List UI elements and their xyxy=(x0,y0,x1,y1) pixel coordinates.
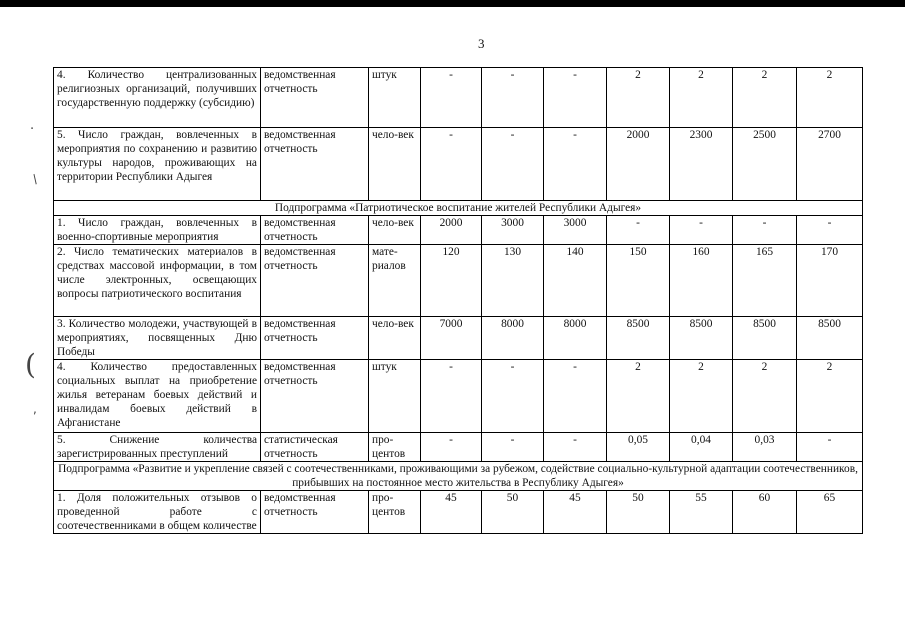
subprogram-title: Подпрограмма «Развитие и укрепление связей с соотечественниками, проживающими за рубежом, содействие социально-культурной адаптации соотечественников, прибывших на постоянное место жительства в Республику Адыгея» xyxy=(54,462,863,491)
subprogram-title: Подпрограмма «Патриотическое воспитание жителей Республики Адыгея» xyxy=(54,201,863,216)
indicators-table xyxy=(53,67,863,534)
subprogram-row xyxy=(54,462,863,491)
value-cell: - xyxy=(482,433,544,462)
margin-pen-mark: , xyxy=(33,402,37,416)
unit-cell: про-центов xyxy=(369,433,421,462)
indicator-cell: 4. Количество централизованных религиозных организаций, получивших государственную поддержку (субсидию) xyxy=(54,68,261,128)
value-cell: - xyxy=(421,68,482,128)
indicator-cell: 3. Количество молодежи, участвующей в мероприятиях, посвященных Дню Победы xyxy=(54,317,261,360)
value-cell: 2 xyxy=(607,68,670,128)
value-cell: - xyxy=(421,128,482,201)
value-cell: 7000 xyxy=(421,317,482,360)
source-cell: ведомственная отчетность xyxy=(261,216,369,245)
indicator-cell: 5. Число граждан, вовлеченных в мероприятия по сохранению и развитию культуры народов, проживающих на территории Республики Адыгея xyxy=(54,128,261,201)
value-cell: 2 xyxy=(797,68,863,128)
indicator-row xyxy=(54,491,863,534)
page-number: 3 xyxy=(478,36,485,51)
indicator-cell: 5. Снижение количества зарегистрированных преступлений xyxy=(54,433,261,462)
value-cell: 2 xyxy=(797,360,863,433)
value-cell: 55 xyxy=(670,491,733,534)
unit-cell: мате-риалов xyxy=(369,245,421,317)
value-cell: 140 xyxy=(544,245,607,317)
indicator-row xyxy=(54,317,863,360)
value-cell: - xyxy=(733,216,797,245)
indicator-cell: 1. Число граждан, вовлеченных в военно-спортивные мероприятия xyxy=(54,216,261,245)
subprogram-row xyxy=(54,201,863,216)
value-cell: 0,03 xyxy=(733,433,797,462)
value-cell: 50 xyxy=(482,491,544,534)
indicators-table-body xyxy=(54,68,863,534)
value-cell: - xyxy=(797,216,863,245)
value-cell: 130 xyxy=(482,245,544,317)
value-cell: 0,05 xyxy=(607,433,670,462)
indicator-row xyxy=(54,360,863,433)
value-cell: 2700 xyxy=(797,128,863,201)
source-cell: ведомственная отчетность xyxy=(261,317,369,360)
indicator-row xyxy=(54,68,863,128)
value-cell: 50 xyxy=(607,491,670,534)
value-cell: 150 xyxy=(607,245,670,317)
value-cell: 3000 xyxy=(482,216,544,245)
value-cell: 0,04 xyxy=(670,433,733,462)
indicator-cell: 2. Число тематических материалов в средствах массовой информации, в том числе электронных, освещающих вопросы патриотического воспитания xyxy=(54,245,261,317)
margin-pen-mark: ( xyxy=(25,348,36,381)
unit-cell: чело-век xyxy=(369,216,421,245)
value-cell: 2 xyxy=(670,68,733,128)
value-cell: 2000 xyxy=(607,128,670,201)
unit-cell: чело-век xyxy=(369,128,421,201)
source-cell: ведомственная отчетность xyxy=(261,491,369,534)
value-cell: 165 xyxy=(733,245,797,317)
value-cell: 45 xyxy=(421,491,482,534)
value-cell: 160 xyxy=(670,245,733,317)
value-cell: - xyxy=(544,128,607,201)
unit-cell: штук xyxy=(369,68,421,128)
source-cell: ведомственная отчетность xyxy=(261,128,369,201)
unit-cell: чело-век xyxy=(369,317,421,360)
margin-pen-mark: . xyxy=(30,118,35,133)
value-cell: 2 xyxy=(733,360,797,433)
value-cell: - xyxy=(544,433,607,462)
value-cell: - xyxy=(797,433,863,462)
indicator-row xyxy=(54,216,863,245)
unit-cell: про-центов xyxy=(369,491,421,534)
value-cell: - xyxy=(670,216,733,245)
indicator-row xyxy=(54,128,863,201)
value-cell: 2000 xyxy=(421,216,482,245)
value-cell: 2 xyxy=(733,68,797,128)
margin-pen-mark: / xyxy=(29,171,41,187)
value-cell: 8500 xyxy=(670,317,733,360)
value-cell: 120 xyxy=(421,245,482,317)
indicator-row xyxy=(54,433,863,462)
source-cell: ведомственная отчетность xyxy=(261,68,369,128)
scan-top-border xyxy=(0,0,905,7)
source-cell: ведомственная отчетность xyxy=(261,360,369,433)
value-cell: - xyxy=(421,433,482,462)
value-cell: - xyxy=(482,68,544,128)
source-cell: ведомственная отчетность xyxy=(261,245,369,317)
value-cell: - xyxy=(421,360,482,433)
value-cell: - xyxy=(482,128,544,201)
value-cell: 2 xyxy=(670,360,733,433)
indicator-row xyxy=(54,245,863,317)
value-cell: 8000 xyxy=(482,317,544,360)
value-cell: 8000 xyxy=(544,317,607,360)
value-cell: 2300 xyxy=(670,128,733,201)
value-cell: - xyxy=(544,68,607,128)
value-cell: - xyxy=(544,360,607,433)
value-cell: 2 xyxy=(607,360,670,433)
value-cell: 2500 xyxy=(733,128,797,201)
source-cell: статистическая отчетность xyxy=(261,433,369,462)
value-cell: 60 xyxy=(733,491,797,534)
value-cell: 8500 xyxy=(797,317,863,360)
value-cell: 8500 xyxy=(733,317,797,360)
value-cell: 3000 xyxy=(544,216,607,245)
value-cell: - xyxy=(482,360,544,433)
indicator-cell: 4. Количество предоставленных социальных выплат на приобретение жилья ветеранам боевых действий и инвалидам боевых действий в Афганистане xyxy=(54,360,261,433)
indicator-cell: 1. Доля положительных отзывов о проведенной работе с соотечественниками в общем количестве xyxy=(54,491,261,534)
value-cell: 170 xyxy=(797,245,863,317)
value-cell: - xyxy=(607,216,670,245)
unit-cell: штук xyxy=(369,360,421,433)
value-cell: 45 xyxy=(544,491,607,534)
value-cell: 65 xyxy=(797,491,863,534)
value-cell: 8500 xyxy=(607,317,670,360)
